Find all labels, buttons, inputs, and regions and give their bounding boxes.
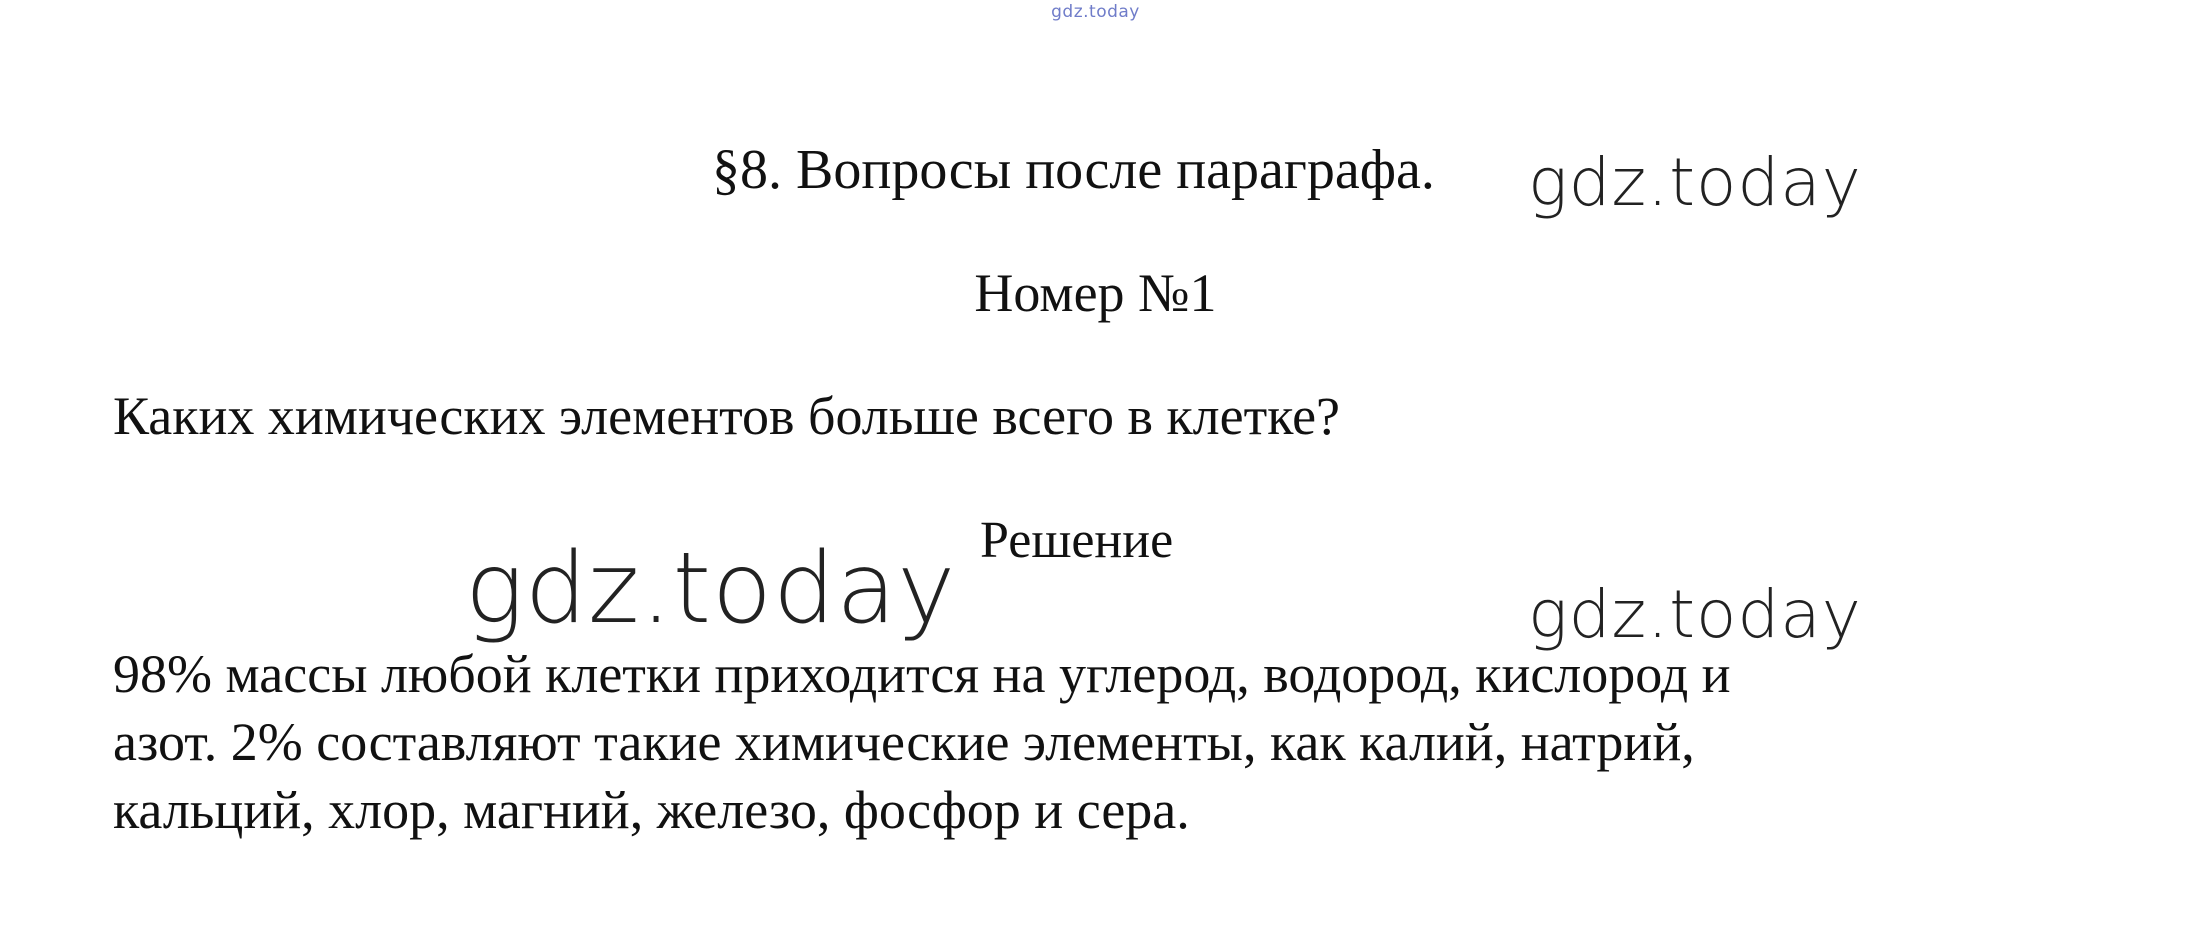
solution-title: Решение xyxy=(980,512,1174,569)
page-heading: §8. Вопросы после параграфа. xyxy=(712,139,1435,201)
answer-line: 98% массы любой клетки приходится на углерод, водород, кислород и xyxy=(113,644,1731,704)
answer-line: кальций, хлор, магний, железо, фосфор и сера. xyxy=(113,780,1190,840)
answer-text xyxy=(113,640,2073,844)
answer-line: азот. 2% составляют такие химические элементы, как калий, натрий, xyxy=(113,712,1695,772)
watermark: gdz.today xyxy=(465,532,957,646)
task-number: Номер №1 xyxy=(974,263,1217,323)
question-text: Каких химических элементов больше всего в клетке? xyxy=(113,386,1341,446)
site-mark: gdz.today xyxy=(1051,2,1140,22)
watermark: gdz.today xyxy=(1528,144,1862,221)
watermark: gdz.today xyxy=(1528,576,1862,653)
